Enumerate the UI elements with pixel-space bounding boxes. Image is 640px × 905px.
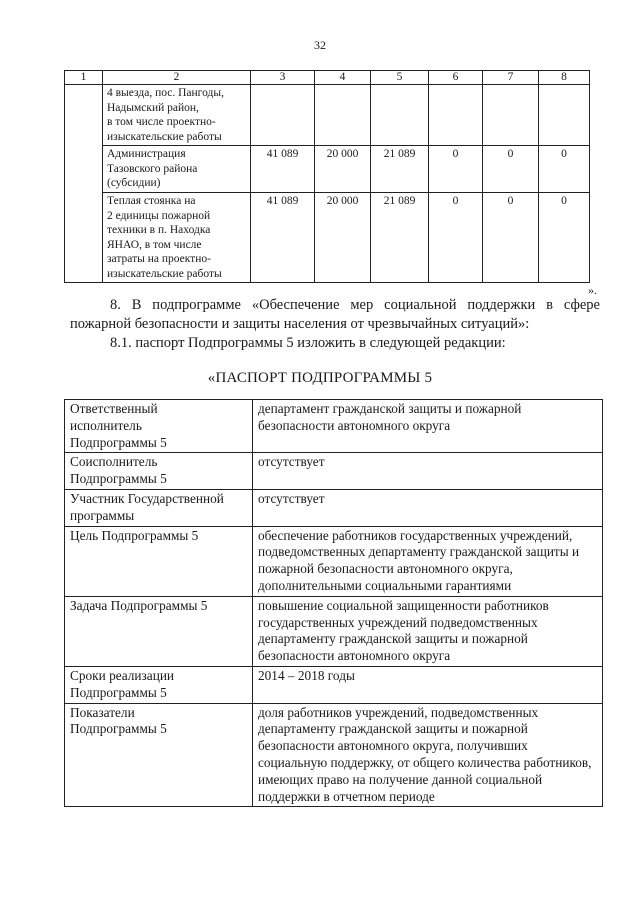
- value-cell: 0: [483, 146, 539, 193]
- passport-row: [65, 666, 603, 703]
- passport-table: [64, 399, 603, 807]
- passport-value: 2014 – 2018 годы: [253, 666, 603, 703]
- passport-label: Сроки реализации Подпрограммы 5: [65, 666, 253, 703]
- column-header: 6: [429, 71, 483, 85]
- value-cell: 20 000: [315, 193, 371, 283]
- passport-row: [65, 489, 603, 526]
- value-cell: 0: [539, 193, 590, 283]
- table-row: [65, 85, 590, 146]
- column-header: 2: [103, 71, 251, 85]
- row-number-cell: [65, 193, 103, 283]
- passport-value: обеспечение работников государственных учреждений, подведомственных департаменту гражданской защиты и пожарной безопасности автономного округа, дополнительными социальными гарантиями: [253, 526, 603, 596]
- paragraph-8-1: 8.1. паспорт Подпрограммы 5 изложить в следующей редакции:: [110, 335, 506, 351]
- passport-label: Участник Государственной программы: [65, 489, 253, 526]
- table-row: [65, 146, 590, 193]
- passport-title: «ПАСПОРТ ПОДПРОГРАММЫ 5: [207, 370, 433, 386]
- value-cell: [371, 85, 429, 146]
- passport-label: Цель Подпрограммы 5: [65, 526, 253, 596]
- value-cell: [251, 85, 315, 146]
- table-header-row: [65, 71, 590, 85]
- passport-row: [65, 596, 603, 666]
- passport-row: [65, 453, 603, 490]
- passport-value: доля работников учреждений, подведомственных департаменту гражданской защиты и пожарной безопасности автономного округа, получивших социальную поддержку, от общего количества работников, имеющих право на получение данной социальной поддержки в отчетном периоде: [253, 703, 603, 807]
- table-row: [65, 193, 590, 283]
- value-cell: 21 089: [371, 193, 429, 283]
- column-header: 5: [371, 71, 429, 85]
- row-description: Теплая стоянка на 2 единицы пожарной техники в п. Находка ЯНАО, в том числе затраты на проектно- изыскательские работы: [103, 193, 251, 283]
- passport-value: отсутствует: [253, 489, 603, 526]
- page-number: 32: [314, 38, 326, 52]
- column-header: 4: [315, 71, 371, 85]
- passport-row: [65, 703, 603, 807]
- value-cell: 0: [539, 146, 590, 193]
- row-description: Администрация Тазовского района (субсидии): [103, 146, 251, 193]
- passport-value: департамент гражданской защиты и пожарной безопасности автономного округа: [253, 400, 603, 453]
- row-number-cell: [65, 146, 103, 193]
- value-cell: [315, 85, 371, 146]
- passport-value: отсутствует: [253, 453, 603, 490]
- funding-table: [64, 70, 590, 283]
- value-cell: 0: [429, 193, 483, 283]
- value-cell: 41 089: [251, 146, 315, 193]
- passport-label: Показатели Подпрограммы 5: [65, 703, 253, 807]
- passport-value: повышение социальной защищенности работников государственных учреждений подведомственных департаменту гражданской защиты и пожарной безопасности автономного округа: [253, 596, 603, 666]
- column-header: 8: [539, 71, 590, 85]
- value-cell: 0: [483, 193, 539, 283]
- column-header: 1: [65, 71, 103, 85]
- passport-row: [65, 526, 603, 596]
- paragraph-8: 8. В подпрограмме «Обеспечение мер социальной поддержки в сфере пожарной безопасности и защиты населения от чрезвычайных ситуаций»:: [70, 297, 600, 332]
- value-cell: 41 089: [251, 193, 315, 283]
- column-header: 3: [251, 71, 315, 85]
- passport-label: Ответственный исполнитель Подпрограммы 5: [65, 400, 253, 453]
- passport-label: Задача Подпрограммы 5: [65, 596, 253, 666]
- row-description: 4 выезда, пос. Пангоды, Надымский район, в том числе проектно- изыскательские работы: [103, 85, 251, 146]
- value-cell: 21 089: [371, 146, 429, 193]
- value-cell: [539, 85, 590, 146]
- value-cell: 20 000: [315, 146, 371, 193]
- value-cell: [483, 85, 539, 146]
- closing-quote: ».: [588, 283, 597, 297]
- passport-row: [65, 400, 603, 453]
- value-cell: 0: [429, 146, 483, 193]
- passport-label: Соисполнитель Подпрограммы 5: [65, 453, 253, 490]
- row-number-cell: [65, 85, 103, 146]
- column-header: 7: [483, 71, 539, 85]
- value-cell: [429, 85, 483, 146]
